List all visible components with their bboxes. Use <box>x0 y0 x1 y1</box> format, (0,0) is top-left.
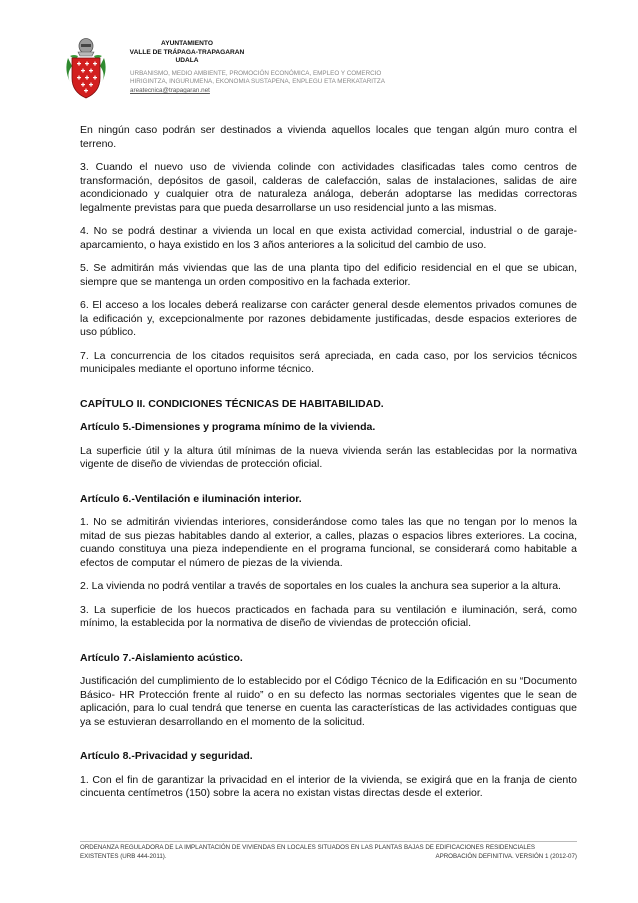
paragraph-3: 3. Cuando el nuevo uso de vivienda colinde con actividades clasificadas tales como centros de transformación, depósitos de gasoil, calderas de calefacción, salas de instalaciones, salidas de aire acondicionado y cualquier otra de naturaleza análoga, deberán adoptarse las medidas correctoras legalmente previstas para que pueda desarrollarse un uso residencial junto a las mismas. <box>80 161 577 214</box>
organization-name <box>112 40 262 66</box>
org-line-2: VALLE DE TRÁPAGA-TRAPAGARAN <box>129 48 245 56</box>
article-5-title: Artículo 5.-Dimensiones y programa mínimo de la vivienda. <box>80 421 376 433</box>
email-link[interactable]: areatecnica@trapagaran.net <box>130 86 210 94</box>
article-5-paragraph: La superficie útil y la altura útil mínimas de la nueva vivienda serán las establecidas por la normativa vigente de diseño de viviendas de protección oficial. <box>80 444 577 470</box>
article-6-paragraph-2: 2. La vivienda no podrá ventilar a través de soportales en los cuales la anchura sea superior a la altura. <box>80 580 561 592</box>
paragraph-intro: En ningún caso podrán ser destinados a vivienda aquellos locales que tengan algún muro contra el terreno. <box>80 124 577 150</box>
org-line-3: UDALA <box>175 57 199 65</box>
paragraph-5: 5. Se admitirán más viviendas que las de una planta tipo del edificio residencial en el que se ubican, siempre que se mantenga un orden compositivo en la fachada exterior. <box>80 262 577 288</box>
org-line-1: AYUNTAMIENTO <box>161 40 213 47</box>
department-block <box>130 70 430 95</box>
paragraph-6: 6. El acceso a los locales deberá realizarse con carácter general desde elementos privados comunes de la edificación y, excepcionalmente por razones debidamente justificadas, desde espacios exteriores de uso público. <box>80 299 577 338</box>
coat-of-arms-icon <box>64 36 108 100</box>
article-7-paragraph: Justificación del cumplimiento de lo establecido por el Código Técnico de la Edificación en su “Documento Básico- HR Protección frente al ruido” o en su defecto las normas sectoriales vigentes que le sean de aplicación, para lo cual tendrá que tenerse en cuenta las características de las actividades contiguas que ya se estuvieran desarrollando en el momento de la solicitud. <box>80 675 577 728</box>
article-6-paragraph-1: 1. No se admitirán viviendas interiores, considerándose como tales las que no tengan por lo menos la mitad de sus piezas habitables dando al exterior, a calles, plazas o espacios libres exteriores. La cocina, cuando constituya una pieza independiente en el programa funcional, se considerará como habitable a efectos de computar el número de piezas de la vivienda. <box>80 516 577 569</box>
paragraph-7: 7. La concurrencia de los citados requisitos será apreciada, en cada caso, por los servicios técnicos municipales mediante el oportuno informe técnico. <box>80 349 577 375</box>
article-6-paragraph-3: 3. La superficie de los huecos practicados en fachada para su ventilación e iluminación, será, como mínimo, la establecida por la normativa de diseño de viviendas de protección oficial. <box>80 603 577 629</box>
footer-version: APROBACIÓN DEFINITIVA. VERSIÓN 1 (2012-07) <box>435 852 577 860</box>
document-body <box>80 124 577 801</box>
article-6-title: Artículo 6.-Ventilación e iluminación interior. <box>80 492 302 505</box>
article-8-title: Artículo 8.-Privacidad y seguridad. <box>80 750 253 762</box>
footer-line-1: ORDENANZA REGULADORA DE LA IMPLANTACIÓN DE VIVIENDAS EN LOCALES SITUADOS EN LAS PLANTAS BAJAS DE EDIFICACIONES RESIDENCIALES <box>80 844 536 851</box>
chapter-title: CAPÍTULO II. CONDICIONES TÉCNICAS DE HABITABILIDAD. <box>80 397 384 410</box>
page-footer <box>80 841 577 861</box>
paragraph-4: 4. No se podrá destinar a vivienda un local en que exista actividad comercial, industrial o de garaje-aparcamiento, o haya existido en los 3 años anteriores a la solicitud del cambio de uso. <box>80 225 577 251</box>
article-7-title: Artículo 7.-Aislamiento acústico. <box>80 651 243 664</box>
department-line-1: URBANISMO, MEDIO AMBIENTE, PROMOCIÓN ECONÓMICA, EMPLEO Y COMERCIO <box>130 70 382 77</box>
footer-reference: EXISTENTES (URB 444-2011). <box>80 852 167 860</box>
department-line-2: HIRIGINTZA, INGURUMENA, EKONOMIA SUSTAPENA, ENPLEGU ETA MERKATARITZA <box>130 78 385 86</box>
article-8-paragraph-1: 1. Con el fin de garantizar la privacidad en el interior de la vivienda, se exigirá que en la franja de ciento cincuenta centímetros (150) sobre la acera no existan vistas directas desde el exterior. <box>80 773 577 799</box>
